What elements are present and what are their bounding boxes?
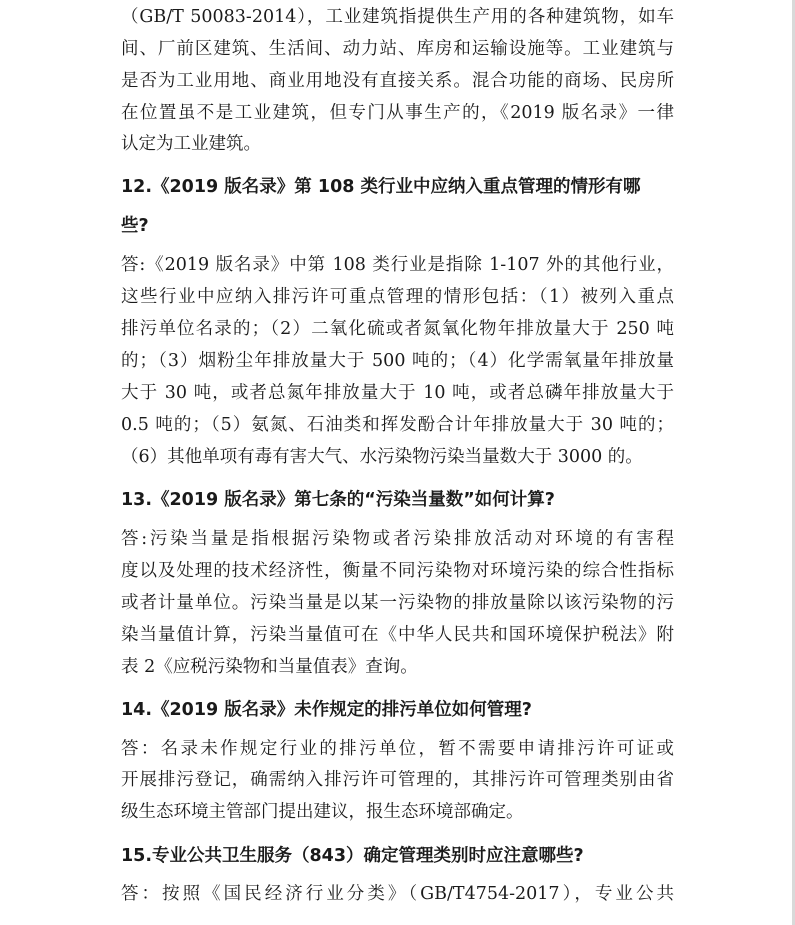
answer-line: （6）其他单项有毒有害大气、水污染物污染当量数大于 3000 的。: [121, 447, 643, 467]
answer-line: 排污单位名录的；（2）二氧化硫或者氮氧化物年排放量大于 250 吨: [121, 319, 674, 339]
answer-line: 或者计量单位。污染当量是以某一污染物的排放量除以该污染物的污: [121, 593, 674, 613]
answer-line: 开展排污登记，确需纳入排污许可管理的，其排污许可管理类别由省: [121, 770, 674, 790]
question-heading-13: 13.《2019 版名录》第七条的“污染当量数”如何计算?: [121, 490, 555, 510]
paragraph-line: 在位置虽不是工业建筑，但专门从事生产的，《2019 版名录》一律: [121, 103, 674, 123]
answer-line: 答：按照《国民经济行业分类》（GB/T4754-2017），专业公共: [121, 884, 674, 904]
question-heading-14: 14.《2019 版名录》未作规定的排污单位如何管理?: [121, 700, 532, 720]
answer-line: 级生态环境主管部门提出建议，报生态环境部确定。: [121, 802, 524, 822]
paragraph-line: （GB/T 50083-2014），工业建筑指提供生产用的各种建筑物，如车: [121, 7, 674, 27]
paragraph-line: 认定为工业建筑。: [121, 134, 261, 154]
answer-line: 大于 30 吨，或者总氮年排放量大于 10 吨，或者总磷年排放量大于: [121, 383, 674, 403]
question-heading-12: 12.《2019 版名录》第 108 类行业中应纳入重点管理的情形有哪: [121, 177, 641, 197]
answer-line: 的；（3）烟粉尘年排放量大于 500 吨的；（4）化学需氧量年排放量: [121, 351, 674, 371]
answer-line: 0.5 吨的；（5）氨氮、石油类和挥发酚合计年排放量大于 30 吨的；: [121, 415, 674, 435]
answer-line: 答：名录未作规定行业的排污单位，暂不需要申请排污许可证或: [121, 739, 674, 759]
question-heading-12: 些?: [121, 216, 149, 236]
answer-line: 答:《2019 版名录》中第 108 类行业是指除 1-107 外的其他行业，: [121, 255, 674, 275]
answer-line: 答:污染当量是指根据污染物或者污染排放活动对环境的有害程: [121, 529, 674, 549]
answer-line: 染当量值计算，污染当量值可在《中华人民共和国环境保护税法》附: [121, 625, 674, 645]
answer-line: 度以及处理的技术经济性，衡量不同污染物对环境污染的综合性指标: [121, 561, 674, 581]
paragraph-line: 是否为工业用地、商业用地没有直接关系。混合功能的商场、民房所: [121, 71, 674, 91]
answer-line: 这些行业中应纳入排污许可重点管理的情形包括：（1）被列入重点: [121, 287, 674, 307]
paragraph-line: 间、厂前区建筑、生活间、动力站、库房和运输设施等。工业建筑与: [121, 39, 674, 59]
answer-line: 表 2《应税污染物和当量值表》查询。: [121, 657, 418, 677]
question-heading-15: 15.专业公共卫生服务（843）确定管理类别时应注意哪些?: [121, 846, 584, 866]
